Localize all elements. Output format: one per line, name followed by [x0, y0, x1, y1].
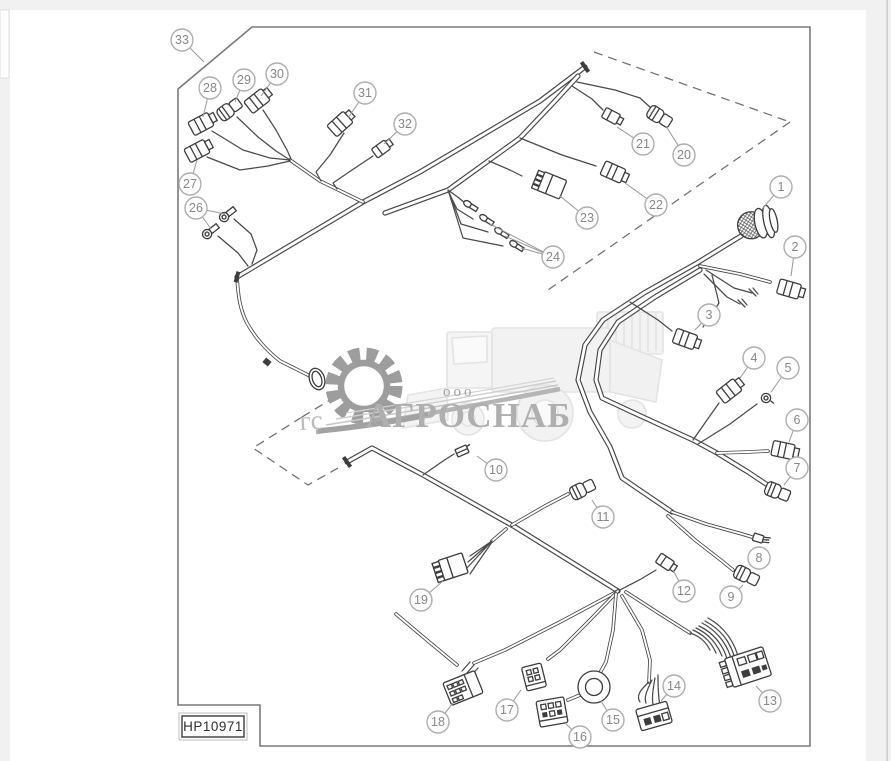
svg-text:6: 6 — [793, 413, 801, 428]
svg-text:13: 13 — [763, 694, 777, 709]
svg-text:4: 4 — [750, 351, 758, 366]
svg-text:24: 24 — [546, 250, 560, 265]
svg-text:18: 18 — [431, 715, 445, 730]
svg-text:26: 26 — [189, 201, 203, 216]
svg-text:5: 5 — [784, 361, 792, 376]
svg-text:23: 23 — [580, 211, 594, 226]
part-code-text: HP10971 — [183, 719, 243, 734]
svg-text:14: 14 — [667, 679, 681, 694]
svg-text:15: 15 — [606, 713, 620, 728]
watermark-name-text: АГРОСНАБ — [366, 396, 572, 435]
svg-text:8: 8 — [755, 551, 763, 566]
svg-text:7: 7 — [793, 461, 801, 476]
svg-text:3: 3 — [705, 308, 713, 323]
svg-text:27: 27 — [183, 177, 197, 192]
svg-text:9: 9 — [727, 590, 735, 605]
svg-text:2: 2 — [791, 240, 799, 255]
svg-text:11: 11 — [596, 510, 610, 525]
connector-16 — [536, 697, 568, 727]
side-panel-fragment — [0, 10, 9, 78]
callout-8 — [748, 547, 770, 569]
part-code-label — [179, 713, 247, 740]
watermark-fragment-text: гс — [298, 404, 324, 436]
svg-text:22: 22 — [649, 198, 663, 213]
svg-text:17: 17 — [500, 703, 514, 718]
scrollbar-edge[interactable] — [887, 0, 888, 761]
watermark-org-text: ооо — [443, 384, 475, 400]
svg-text:32: 32 — [398, 117, 412, 132]
svg-text:30: 30 — [270, 67, 284, 82]
svg-text:29: 29 — [237, 73, 251, 88]
callout-9 — [720, 585, 743, 608]
svg-text:10: 10 — [489, 463, 503, 478]
grommet-15 — [578, 671, 610, 703]
svg-text:1: 1 — [777, 180, 785, 195]
svg-text:21: 21 — [636, 137, 650, 152]
svg-text:19: 19 — [414, 593, 428, 608]
svg-text:16: 16 — [573, 730, 587, 745]
svg-text:12: 12 — [677, 584, 691, 599]
svg-text:28: 28 — [203, 81, 217, 96]
svg-text:20: 20 — [677, 148, 691, 163]
svg-text:33: 33 — [175, 33, 189, 48]
svg-text:31: 31 — [358, 86, 372, 101]
